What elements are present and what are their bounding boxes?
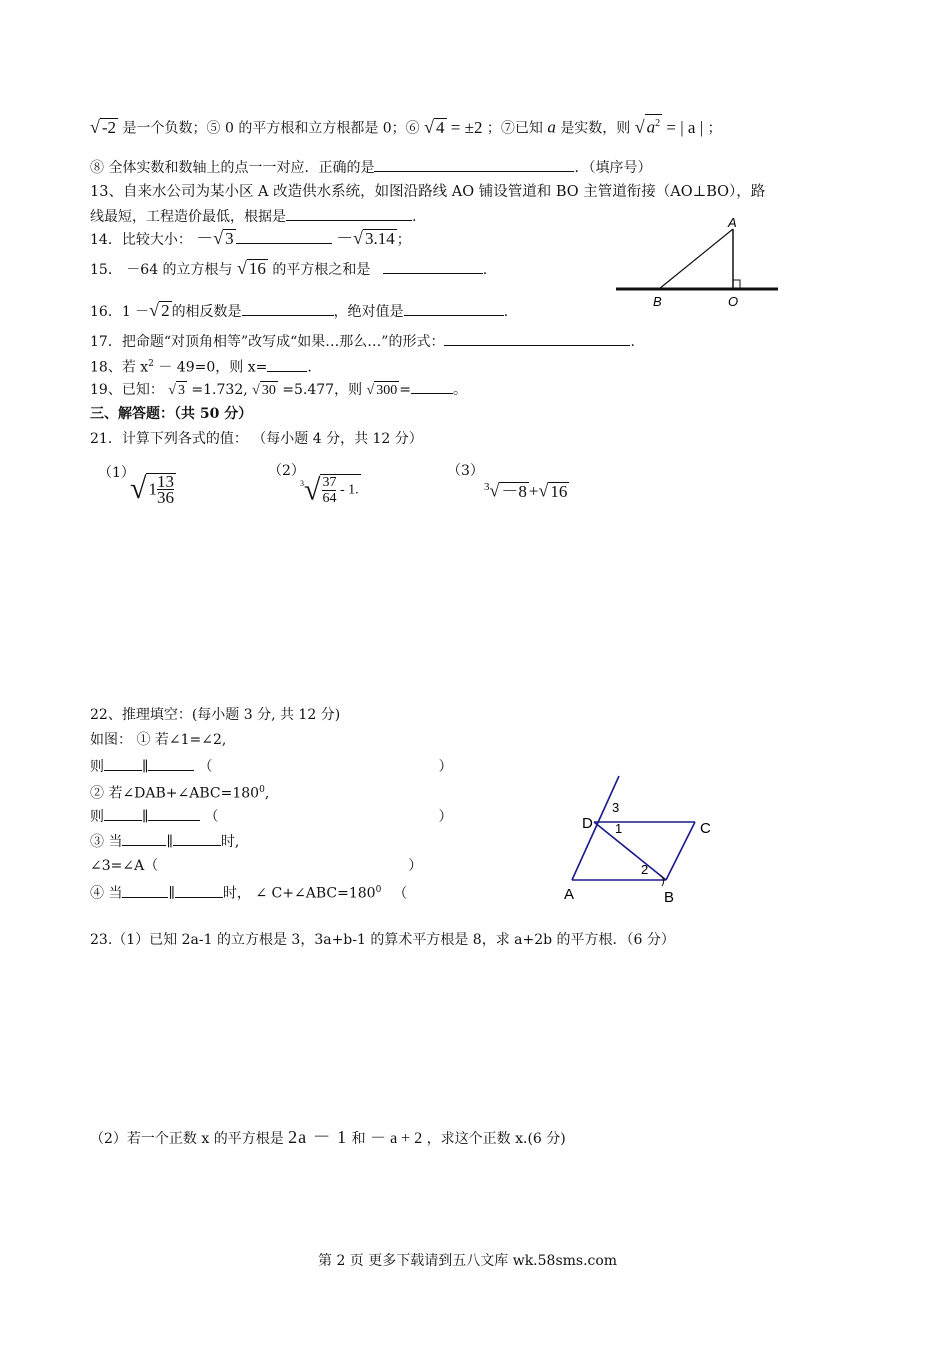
answer-blank-22-2b[interactable] <box>148 806 200 821</box>
var-a: a <box>547 117 556 137</box>
answer-blank-19[interactable] <box>411 379 453 394</box>
answer-blank-22-2c[interactable] <box>218 807 438 821</box>
answer-blank-13[interactable] <box>286 206 412 221</box>
label-B2: B <box>664 889 675 906</box>
answer-blank-16b[interactable] <box>404 301 504 316</box>
question-17: 17．把命题“对顶角相等”改写成“如果…那么…”的形式： . <box>90 331 635 351</box>
line-cb <box>666 822 695 880</box>
sqrt4-expr: √ 4 = ±2 <box>424 116 483 137</box>
label-2: 2 <box>641 862 649 877</box>
q21-part3: （3） <box>447 463 484 479</box>
section-title-3: 三、解答题：（共 50 分） <box>90 406 253 422</box>
statement-text-3: 是实数，则 <box>560 120 631 137</box>
question-13-line2: 线最短，工程造价最低，根据是 . <box>90 206 416 226</box>
question-14: 14．比较大小： －√ 3 －√ 3.14 ； <box>90 228 411 248</box>
question-23-part2: （2）若一个正数 x 的平方根是 2a － 1 和 － a + 2 ，求这个正数 x.(6 分) <box>90 1127 566 1147</box>
q22-line3: ② 若$\angle DAB+\angle ABC=180^0$, <box>90 785 270 802</box>
q22-line5: ③ 当 ∥ 时, <box>90 831 239 851</box>
answer-blank-17[interactable] <box>444 331 630 346</box>
answer-blank-18[interactable] <box>267 357 307 372</box>
q22-line1: 如图： ① 若∠1=∠2, <box>90 732 227 748</box>
label-C: C <box>700 820 711 837</box>
figure-parallelogram <box>560 770 730 910</box>
figure-pipe-diagram <box>610 212 790 312</box>
question-19: 19、已知： √ 3 =1.732, √ 30 =5.477，则 √ 300 = 。 <box>90 379 467 400</box>
q21-expr2: $^3$√ $\frac{37}{64}$ - 1. <box>300 473 359 507</box>
sqrt2: √ 2 <box>149 300 170 320</box>
answer-blank-14[interactable] <box>236 229 332 244</box>
answer-blank-22-3b[interactable] <box>173 831 221 846</box>
statement-line-4-to-7: √ -2 是一个负数；⑤ 0 的平方根和立方根都是 0；⑥ √ 4 = ±2 ；⑦已知 a 是实数，则 √ $a^2$ = | a | ； <box>90 114 722 138</box>
q21-expr3: $^3$√ －8 +√ 16 <box>484 480 568 501</box>
line-ab <box>659 229 733 289</box>
q21-part1: （1） <box>98 465 135 481</box>
answer-blank-15[interactable] <box>383 259 483 274</box>
line-db <box>594 822 666 880</box>
sqrt-a2-expr: √ $a^2$ = | a | <box>635 118 703 137</box>
sqrt16: √ 16 <box>237 258 266 278</box>
answer-blank-22-4b[interactable] <box>175 883 223 898</box>
answer-blank-22-4a[interactable] <box>122 883 168 898</box>
question-23-part1: 23.（1）已知 2a-1 的立方根是 3，3a+b-1 的算术平方根是 8，求 a+2b 的平方根．（6 分） <box>90 932 675 948</box>
answer-blank-16a[interactable] <box>242 301 334 316</box>
question-21-title: 21．计算下列各式的值： （每小题 4 分，共 12 分） <box>90 431 423 447</box>
neg-sqrt3: －√ 3 <box>196 228 234 248</box>
label-A: A <box>728 215 737 230</box>
sqrt-neg2: √ -2 <box>90 116 117 137</box>
label-O: O <box>728 294 739 309</box>
q22-line7: ④ 当 ∥ 时， ∠ $C+\angle ABC=180^0$ （ <box>90 881 407 903</box>
label-A2: A <box>564 886 575 903</box>
question-22-title: 22、推理填空：(每小题 3 分, 共 12 分) <box>90 707 341 723</box>
question-13-line1: 13、自来水公司为某小区 A 改造供水系统，如图沿路线 AO 铺设管道和 BO 主管道衔接（AO⊥BO），路 <box>90 184 766 200</box>
label-3: 3 <box>612 800 620 815</box>
statement-text-1: 是一个负数；⑤ 0 的平方根和立方根都是 0；⑥ <box>122 120 420 137</box>
label-B: B <box>653 294 662 309</box>
answer-blank-22-1a[interactable] <box>104 756 142 771</box>
label-1: 1 <box>615 821 623 836</box>
neg-sqrt314: －√ 3.14 <box>336 228 395 248</box>
answer-blank-8[interactable] <box>374 157 574 172</box>
answer-blank-22-2a[interactable] <box>104 806 142 821</box>
q22-line6: ∠3=∠A（ ） <box>90 858 423 874</box>
q21-expr1: √ 1 $\frac{13}{36}$ <box>130 472 174 508</box>
question-15: 15． －64 的立方根与 √ 16 的平方根之和是 . <box>90 258 488 278</box>
statement-text-2: ；⑦已知 <box>486 120 543 137</box>
q22-line4: 则 ∥ （ ） <box>90 806 452 826</box>
answer-blank-22-1b[interactable] <box>148 756 194 771</box>
statement-8: ⑧ 全体实数和数轴上的点一一对应．正确的是 ．（填序号） <box>90 157 651 177</box>
page-footer: 第 2 页 更多下载请到五八文库 wk.58sms.com <box>318 1253 618 1269</box>
question-16: 16．1 －√ 2 的相反数是 ，绝对值是 . <box>90 300 509 320</box>
label-D: D <box>582 815 593 832</box>
question-18: 18、若 $x^2 - 49=0$，则 x= . <box>90 355 312 377</box>
q21-part2: （2） <box>268 463 305 479</box>
q22-line2: 则 ∥ （ ） <box>90 756 452 776</box>
answer-blank-22-1c[interactable] <box>212 757 438 771</box>
line-ext <box>572 776 619 880</box>
answer-blank-22-3c[interactable] <box>158 856 408 870</box>
answer-blank-22-3a[interactable] <box>122 831 166 846</box>
